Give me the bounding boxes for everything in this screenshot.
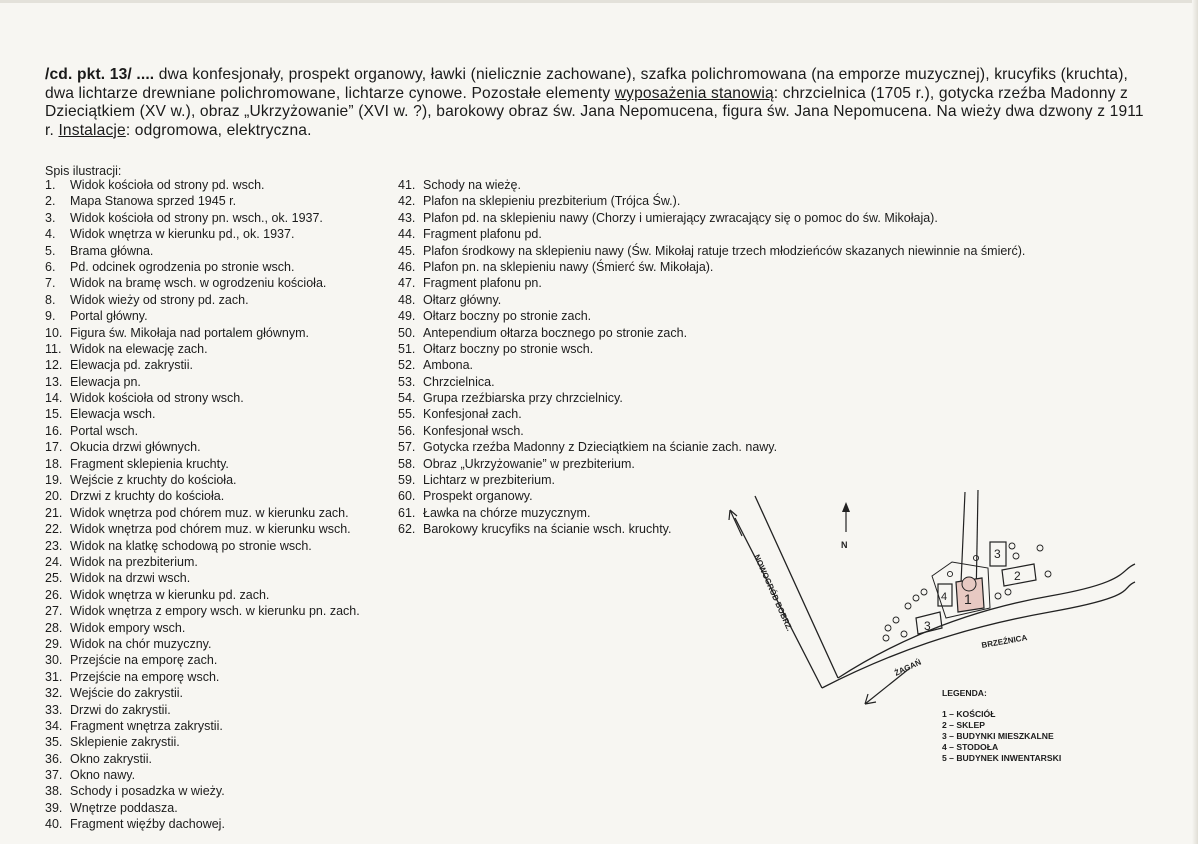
list-item-number: 11. — [45, 341, 62, 356]
list-item-text: Widok kościoła od strony pn. wsch., ok. 1937. — [70, 210, 323, 225]
intro-paragraph — [45, 66, 1155, 140]
intro-underlined-2: Instalacje — [58, 121, 126, 139]
illustrations-title: Spis ilustracji: — [45, 164, 122, 178]
list-item-text: Fragment sklepienia kruchty. — [70, 456, 229, 471]
list-item-number: 12. — [45, 358, 63, 373]
list-item-text: Okno nawy. — [70, 768, 136, 783]
list-item — [45, 570, 425, 586]
page-edge — [0, 0, 1198, 3]
list-item — [398, 423, 1138, 439]
list-item — [45, 521, 425, 537]
list-item-number: 47. — [398, 276, 416, 291]
list-item-number: 27. — [45, 604, 63, 619]
list-item-number: 33. — [45, 702, 63, 717]
list-item-number: 24. — [45, 554, 63, 569]
legend-item-shop: 2 – SKLEP — [942, 720, 985, 730]
list-item-number: 49. — [398, 309, 416, 324]
list-item — [45, 685, 425, 701]
list-item-number: 1. — [45, 178, 56, 192]
list-item-number: 2. — [45, 194, 56, 209]
list-item-text: Widok empory wsch. — [70, 620, 186, 635]
list-item-text: Widok kościoła od strony wsch. — [70, 391, 244, 406]
list-item-text: Widok na drzwi wsch. — [70, 571, 191, 586]
list-item — [45, 177, 425, 193]
list-item — [45, 636, 425, 652]
list-item — [398, 243, 1138, 259]
list-item-text: Grupa rzeźbiarska przy chrzcielnicy. — [423, 391, 623, 406]
list-item-number: 13. — [45, 374, 63, 389]
list-item — [45, 275, 425, 291]
road-label-zagan: ŻAGAŃ — [893, 657, 923, 678]
map-label-residential-north: 3 — [994, 547, 1001, 561]
list-item-number: 44. — [398, 227, 416, 242]
list-item-text: Pd. odcinek ogrodzenia po stronie wsch. — [70, 259, 295, 274]
list-item-text: Sklepienie zakrystii. — [70, 735, 180, 750]
list-item — [398, 374, 1138, 390]
list-item — [45, 587, 425, 603]
map-legend — [942, 688, 1061, 764]
list-item — [45, 603, 425, 619]
list-item-text: Wejście z kruchty do kościoła. — [70, 473, 237, 488]
list-item-number: 54. — [398, 391, 416, 406]
list-item — [45, 374, 425, 390]
list-item-number: 3. — [45, 210, 56, 225]
list-item — [45, 472, 425, 488]
list-item-text: Obraz „Ukrzyżowanie” w prezbiterium. — [423, 456, 635, 471]
list-item-text: Przejście na emporę zach. — [70, 653, 218, 668]
list-item — [45, 456, 425, 472]
list-item — [398, 259, 1138, 275]
list-item-text: Drzwi z kruchty do kościoła. — [70, 489, 225, 504]
list-item-text: Ławka na chórze muzycznym. — [423, 505, 591, 520]
list-item-text: Widok na bramę wsch. w ogrodzeniu kościoła. — [70, 276, 327, 291]
page-shadow — [1192, 0, 1198, 844]
list-item — [398, 456, 1138, 472]
list-item-number: 29. — [45, 636, 63, 651]
list-item-text: Brama główna. — [70, 243, 154, 258]
list-item — [398, 275, 1138, 291]
list-item — [45, 210, 425, 226]
list-item — [45, 308, 425, 324]
list-item-text: Elewacja pn. — [70, 374, 141, 389]
list-item-text: Widok na klatkę schodową po stronie wsch. — [70, 538, 312, 553]
list-item-text: Okno zakrystii. — [70, 751, 152, 766]
list-item-number: 10. — [45, 325, 63, 340]
list-item-number: 35. — [45, 735, 63, 750]
list-item-number: 14. — [45, 391, 63, 406]
list-item — [45, 325, 425, 341]
list-item-number: 34. — [45, 718, 63, 733]
list-item-number: 25. — [45, 571, 63, 586]
list-item-number: 62. — [398, 522, 416, 537]
list-item-number: 58. — [398, 456, 416, 471]
map-label-shop: 2 — [1014, 569, 1021, 583]
list-item-number: 21. — [45, 505, 63, 520]
list-item — [398, 357, 1138, 373]
list-item-number: 55. — [398, 407, 416, 422]
road-label-brzeznica: BRZEŹNICA — [980, 633, 1028, 650]
list-item — [45, 488, 425, 504]
list-item-text: Widok na chór muzyczny. — [70, 636, 212, 651]
list-item — [398, 193, 1138, 209]
list-item-number: 30. — [45, 653, 63, 668]
list-item — [398, 325, 1138, 341]
map-label-barn: 4 — [941, 591, 948, 603]
list-item-text: Schody na wieżę. — [423, 178, 521, 192]
list-item-number: 20. — [45, 489, 63, 504]
list-item — [45, 767, 425, 783]
north-label: N — [841, 540, 848, 550]
list-item-text: Konfesjonał zach. — [423, 407, 522, 422]
list-item-number: 45. — [398, 243, 416, 258]
intro-text-2: : chrzcielnica (1705 r.), gotycka rzeźba Madonny z Dzieciątkiem (XV w.), obraz „Ukrzyżowanie” (XVI w. ?), barokowy obraz św. Jana Nepomucena, figura św. Jana Nepomucena. Na wieży dwa dzwony z 1911 r. — [45, 84, 1144, 139]
list-item-text: Przejście na emporę wsch. — [70, 669, 220, 684]
list-item-number: 5. — [45, 243, 56, 258]
list-item-number: 46. — [398, 259, 416, 274]
list-item-text: Antependium ołtarza bocznego po stronie zach. — [423, 325, 688, 340]
list-item-number: 57. — [398, 440, 416, 455]
list-item — [45, 669, 425, 685]
list-item-number: 36. — [45, 751, 63, 766]
list-item — [45, 406, 425, 422]
list-item — [45, 718, 425, 734]
legend-item-barn: 4 – STODOŁA — [942, 742, 999, 752]
list-item-number: 16. — [45, 423, 63, 438]
list-item-text: Gotycka rzeźba Madonny z Dzieciątkiem na ścianie zach. nawy. — [423, 440, 778, 455]
list-item-number: 18. — [45, 456, 63, 471]
road-arrow-nw — [730, 510, 742, 536]
list-item-text: Okucia drzwi głównych. — [70, 440, 201, 455]
church-tower — [962, 577, 976, 591]
list-item-text: Plafon pn. na sklepieniu nawy (Śmierć św. Mikołaja). — [423, 259, 714, 274]
list-item-number: 59. — [398, 473, 416, 488]
list-item-text: Fragment plafonu pd. — [423, 227, 542, 242]
list-item — [45, 702, 425, 718]
list-item-number: 32. — [45, 686, 63, 701]
list-item-text: Fragment wnętrza zakrystii. — [70, 718, 223, 733]
list-item-number: 31. — [45, 669, 63, 684]
list-item-text: Widok wnętrza pod chórem muz. w kierunku zach. — [70, 505, 349, 520]
list-item — [398, 439, 1138, 455]
list-item — [45, 751, 425, 767]
list-item — [45, 734, 425, 750]
list-item-number: 38. — [45, 784, 63, 799]
map-label-church: 1 — [964, 591, 972, 607]
list-item-number: 51. — [398, 341, 416, 356]
list-item — [45, 390, 425, 406]
list-item-number: 23. — [45, 538, 63, 553]
list-item-text: Widok kościoła od strony pd. wsch. — [70, 178, 265, 192]
list-item-text: Ołtarz główny. — [423, 292, 502, 307]
list-item-text: Mapa Stanowa sprzed 1945 r. — [70, 194, 237, 209]
list-item-number: 39. — [45, 800, 63, 815]
list-item — [398, 308, 1138, 324]
list-item-text: Ołtarz boczny po stronie wsch. — [423, 341, 594, 356]
illustrations-list-left — [45, 177, 425, 833]
list-item-text: Barokowy krucyfiks na ścianie wsch. kruchty. — [423, 522, 672, 537]
list-item-number: 37. — [45, 768, 63, 783]
list-item — [45, 620, 425, 636]
list-item — [45, 341, 425, 357]
list-item-number: 28. — [45, 620, 63, 635]
list-item-number: 15. — [45, 407, 63, 422]
list-item-number: 22. — [45, 522, 63, 537]
list-item-number: 19. — [45, 473, 63, 488]
list-item-number: 60. — [398, 489, 416, 504]
list-item — [45, 554, 425, 570]
list-item-number: 56. — [398, 423, 416, 438]
list-item-text: Widok na prezbiterium. — [70, 554, 198, 569]
legend-item-livestock: 5 – BUDYNEK INWENTARSKI — [942, 753, 1062, 763]
list-item — [45, 505, 425, 521]
list-item-number: 17. — [45, 440, 63, 455]
list-item-text: Ołtarz boczny po stronie zach. — [423, 309, 592, 324]
legend-item-residential: 3 – BUDYNKI MIESZKALNE — [942, 731, 1054, 741]
list-item — [45, 816, 425, 832]
intro-lead: /cd. pkt. 13/ .... — [45, 66, 155, 83]
list-item — [398, 210, 1138, 226]
map-label-residential-west: 3 — [924, 619, 931, 633]
list-item — [398, 226, 1138, 242]
list-item-number: 41. — [398, 178, 416, 192]
north-arrow-head — [842, 502, 850, 512]
list-item-number: 52. — [398, 358, 416, 373]
list-item — [45, 652, 425, 668]
list-item-text: Widok wieży od strony pd. zach. — [70, 292, 249, 307]
list-item — [45, 800, 425, 816]
list-item-text: Widok wnętrza w kierunku pd. zach. — [70, 587, 270, 602]
list-item — [45, 292, 425, 308]
legend-title: LEGENDA: — [942, 688, 987, 698]
list-item-text: Plafon środkowy na sklepieniu nawy (Św. Mikołaj ratuje trzech młodzieńców skazanych niewinnie na śmierć). — [423, 243, 1026, 258]
list-item-text: Plafon na sklepieniu prezbiterium (Trójca Św.). — [423, 194, 681, 209]
list-item-text: Ambona. — [423, 358, 474, 373]
list-item-text: Elewacja wsch. — [70, 407, 156, 422]
list-item-number: 53. — [398, 374, 416, 389]
list-item-text: Widok wnętrza z empory wsch. w kierunku pn. zach. — [70, 604, 360, 619]
list-item — [45, 783, 425, 799]
list-item-number: 43. — [398, 210, 416, 225]
list-item-text: Elewacja pd. zakrystii. — [70, 358, 193, 373]
list-item — [398, 390, 1138, 406]
list-item-number: 6. — [45, 259, 56, 274]
list-item — [398, 406, 1138, 422]
list-item-text: Lichtarz w prezbiterium. — [423, 473, 555, 488]
list-item-text: Schody i posadzka w wieży. — [70, 784, 225, 799]
list-item — [45, 193, 425, 209]
intro-underlined-1: wyposażenia stanowią — [614, 84, 774, 102]
list-item — [45, 259, 425, 275]
list-item-number: 40. — [45, 817, 63, 832]
list-item — [398, 292, 1138, 308]
list-item-number: 7. — [45, 276, 56, 291]
list-item-text: Wejście do zakrystii. — [70, 686, 183, 701]
list-item-text: Wnętrze poddasza. — [70, 800, 178, 815]
list-item-number: 48. — [398, 292, 416, 307]
list-item-text: Widok na elewację zach. — [70, 341, 208, 356]
list-item-number: 26. — [45, 587, 63, 602]
list-item-text: Konfesjonał wsch. — [423, 423, 524, 438]
list-item — [45, 423, 425, 439]
list-item — [45, 357, 425, 373]
list-item-text: Drzwi do zakrystii. — [70, 702, 171, 717]
location-map — [720, 478, 1140, 718]
road-label-nowogrod: NOWOGRÓD BOBRZ. — [752, 553, 795, 633]
list-item-number: 61. — [398, 505, 416, 520]
list-item — [398, 177, 1138, 193]
intro-text-3: : odgromowa, elektryczna. — [125, 121, 312, 139]
list-item-text: Fragment więźby dachowej. — [70, 817, 225, 832]
list-item-text: Chrzcielnica. — [423, 374, 495, 389]
list-item — [45, 439, 425, 455]
list-item-text: Portal główny. — [70, 309, 148, 324]
list-item-number: 9. — [45, 309, 56, 324]
list-item-text: Portal wsch. — [70, 423, 139, 438]
road-main-line-a — [838, 564, 1135, 678]
list-item-number: 8. — [45, 292, 56, 307]
list-item — [45, 226, 425, 242]
list-item — [45, 538, 425, 554]
list-item-number: 50. — [398, 325, 416, 340]
list-item-text: Widok wnętrza w kierunku pd., ok. 1937. — [70, 227, 295, 242]
list-item-text: Widok wnętrza pod chórem muz. w kierunku wsch. — [70, 522, 351, 537]
list-item-text: Prospekt organowy. — [423, 489, 533, 504]
list-item-number: 4. — [45, 227, 56, 242]
list-item-text: Fragment plafonu pn. — [423, 276, 542, 291]
list-item-text: Plafon pd. na sklepieniu nawy (Chorzy i umierający zwracający się o pomoc do św. Mikołaja). — [423, 210, 938, 225]
intro-text-1: dwa konfesjonały, prospekt organowy, ławki (nielicznie zachowane), szafka polichromowana (na emporze muzycznej), krucyfiks (kruchta), dwa lichtarze drewniane polichromowane, lichtarze cynowe. Pozostałe elementy — [45, 66, 1129, 102]
legend-item-church: 1 – KOŚCIÓŁ — [942, 709, 996, 719]
list-item — [45, 243, 425, 259]
list-item — [398, 341, 1138, 357]
list-item-number: 42. — [398, 194, 416, 209]
list-item-text: Figura św. Mikołaja nad portalem głównym. — [70, 325, 309, 340]
